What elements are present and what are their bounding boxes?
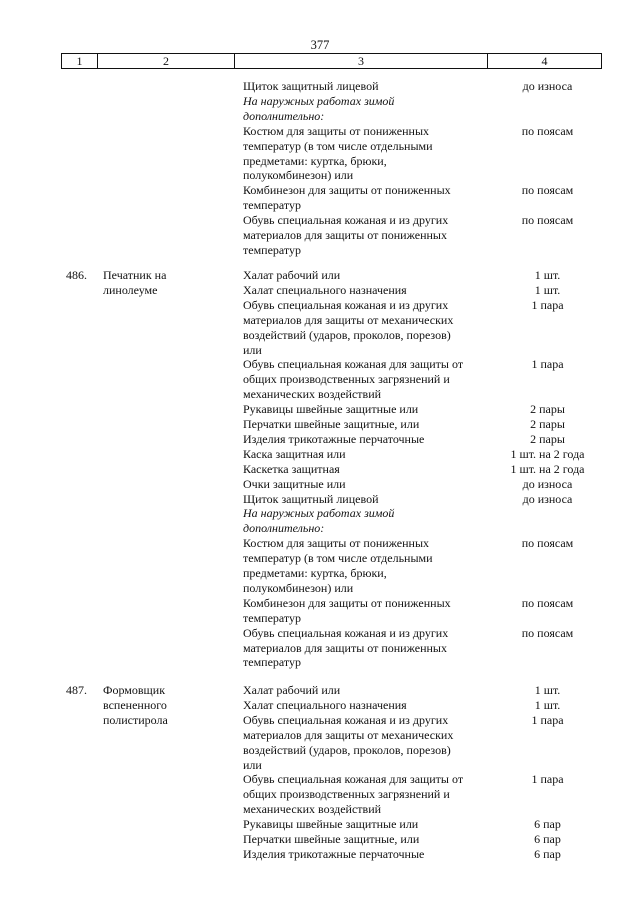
item-text: температур bbox=[243, 610, 302, 625]
issue-norm: 1 шт. bbox=[534, 697, 561, 712]
item-text: температур bbox=[243, 198, 302, 213]
item-text: полукомбинезон) или bbox=[243, 168, 354, 183]
item-text: дополнительно: bbox=[243, 521, 325, 536]
item-text: Костюм для защиты от пониженных bbox=[243, 123, 430, 138]
item-text: На наружных работах зимой bbox=[243, 506, 395, 521]
item-text: Обувь специальная кожаная и из других bbox=[243, 213, 449, 228]
item-text: температур bbox=[243, 655, 302, 670]
item-text: общих производственных загрязнений и bbox=[243, 372, 450, 387]
issue-norm: 6 пар bbox=[534, 817, 561, 832]
item-text: температур (в том числе отдельными bbox=[243, 138, 433, 153]
header-col-4: 4 bbox=[541, 54, 548, 68]
item-text: материалов для защиты от механических bbox=[243, 727, 454, 742]
item-text: Обувь специальная кожаная и из других bbox=[243, 625, 449, 640]
item-text: предметами: куртка, брюки, bbox=[243, 153, 387, 168]
page-number: 377 bbox=[310, 38, 330, 52]
item-text: Обувь специальная кожаная для защиты от bbox=[243, 772, 464, 787]
item-text: Халат специального назначения bbox=[243, 282, 407, 297]
item-text: На наружных работах зимой bbox=[243, 93, 395, 108]
item-text: полукомбинезон) или bbox=[243, 580, 354, 595]
issue-norm: до износа bbox=[522, 476, 573, 491]
profession-name: полистирола bbox=[103, 712, 168, 727]
item-text: дополнительно: bbox=[243, 108, 325, 123]
issue-norm: 1 шт. bbox=[534, 683, 561, 697]
item-text: или bbox=[243, 342, 262, 357]
item-text: Изделия трикотажные перчаточные bbox=[243, 431, 425, 446]
item-text: общих производственных загрязнений и bbox=[243, 787, 450, 802]
item-text: Халат рабочий или bbox=[243, 683, 341, 697]
item-text: Перчатки швейные защитные, или bbox=[243, 417, 420, 431]
item-text: Щиток защитный лицевой bbox=[243, 491, 379, 506]
item-text: Обувь специальная кожаная для защиты от bbox=[243, 357, 464, 372]
item-text: Комбинезон для защиты от пониженных bbox=[243, 595, 451, 610]
issue-norm: до износа bbox=[522, 79, 573, 93]
item-text: предметами: куртка, брюки, bbox=[243, 566, 387, 580]
item-text: Костюм для защиты от пониженных bbox=[243, 536, 430, 551]
item-text: Обувь специальная кожаная и из других bbox=[243, 297, 449, 312]
profession-name: Печатник на bbox=[103, 268, 167, 282]
item-text: материалов для защиты от пониженных bbox=[243, 640, 447, 655]
issue-norm: по поясам bbox=[521, 123, 574, 138]
profession-name: линолеуме bbox=[103, 282, 158, 297]
item-text: материалов для защиты от пониженных bbox=[243, 228, 447, 242]
item-text: Щиток защитный лицевой bbox=[243, 79, 379, 93]
item-text: Каска защитная или bbox=[243, 446, 346, 461]
issue-norm: 1 шт. bbox=[534, 268, 561, 282]
profession-name: Формовщик bbox=[103, 683, 166, 697]
issue-norm: 1 шт. на 2 года bbox=[510, 446, 585, 461]
issue-norm: до износа bbox=[522, 491, 573, 506]
item-text: Обувь специальная кожаная и из других bbox=[243, 712, 449, 727]
item-text: воздействий (ударов, проколов, порезов) bbox=[243, 742, 451, 757]
item-text: Халат рабочий или bbox=[243, 268, 341, 282]
issue-norm: 1 шт. bbox=[534, 282, 561, 297]
issue-norm: 1 пара bbox=[531, 297, 564, 312]
profession-name: вспененного bbox=[103, 697, 167, 712]
entry-number: 486. bbox=[66, 268, 87, 282]
item-text: Очки защитные или bbox=[243, 476, 346, 491]
item-text: материалов для защиты от механических bbox=[243, 312, 454, 327]
issue-norm: 2 пары bbox=[530, 417, 565, 431]
issue-norm: 2 пары bbox=[530, 402, 565, 417]
issue-norm: 1 пара bbox=[531, 772, 564, 787]
header-col-1: 1 bbox=[62, 54, 98, 68]
issue-norm: по поясам bbox=[521, 183, 574, 198]
item-text: Рукавицы швейные защитные или bbox=[243, 817, 419, 832]
issue-norm: 1 пара bbox=[531, 357, 564, 372]
issue-norm: 1 пара bbox=[531, 712, 564, 727]
item-text: температур (в том числе отдельными bbox=[243, 551, 433, 566]
header-col-3: 3 bbox=[235, 54, 488, 68]
item-text: механических воздействий bbox=[243, 802, 382, 817]
issue-norm: 6 пар bbox=[534, 846, 561, 861]
item-text: Изделия трикотажные перчаточные bbox=[243, 846, 425, 861]
item-text: или bbox=[243, 757, 262, 772]
issue-norm: по поясам bbox=[521, 536, 574, 551]
issue-norm: по поясам bbox=[521, 213, 574, 228]
table-header-row bbox=[61, 53, 602, 69]
issue-norm: 1 шт. на 2 года bbox=[510, 461, 585, 476]
issue-norm: 6 пар bbox=[534, 832, 561, 846]
entry-number: 487. bbox=[66, 683, 87, 697]
item-text: Комбинезон для защиты от пониженных bbox=[243, 183, 451, 198]
item-text: Рукавицы швейные защитные или bbox=[243, 402, 419, 417]
item-text: механических воздействий bbox=[243, 387, 382, 402]
item-text: Халат специального назначения bbox=[243, 697, 407, 712]
issue-norm: по поясам bbox=[521, 595, 574, 610]
item-text: Каскетка защитная bbox=[243, 461, 340, 476]
issue-norm: по поясам bbox=[521, 625, 574, 640]
item-text: температур bbox=[243, 242, 302, 257]
item-text: воздействий (ударов, проколов, порезов) bbox=[243, 327, 451, 342]
issue-norm: 2 пары bbox=[530, 431, 565, 446]
item-text: Перчатки швейные защитные, или bbox=[243, 832, 420, 846]
header-col-2: 2 bbox=[98, 54, 235, 68]
